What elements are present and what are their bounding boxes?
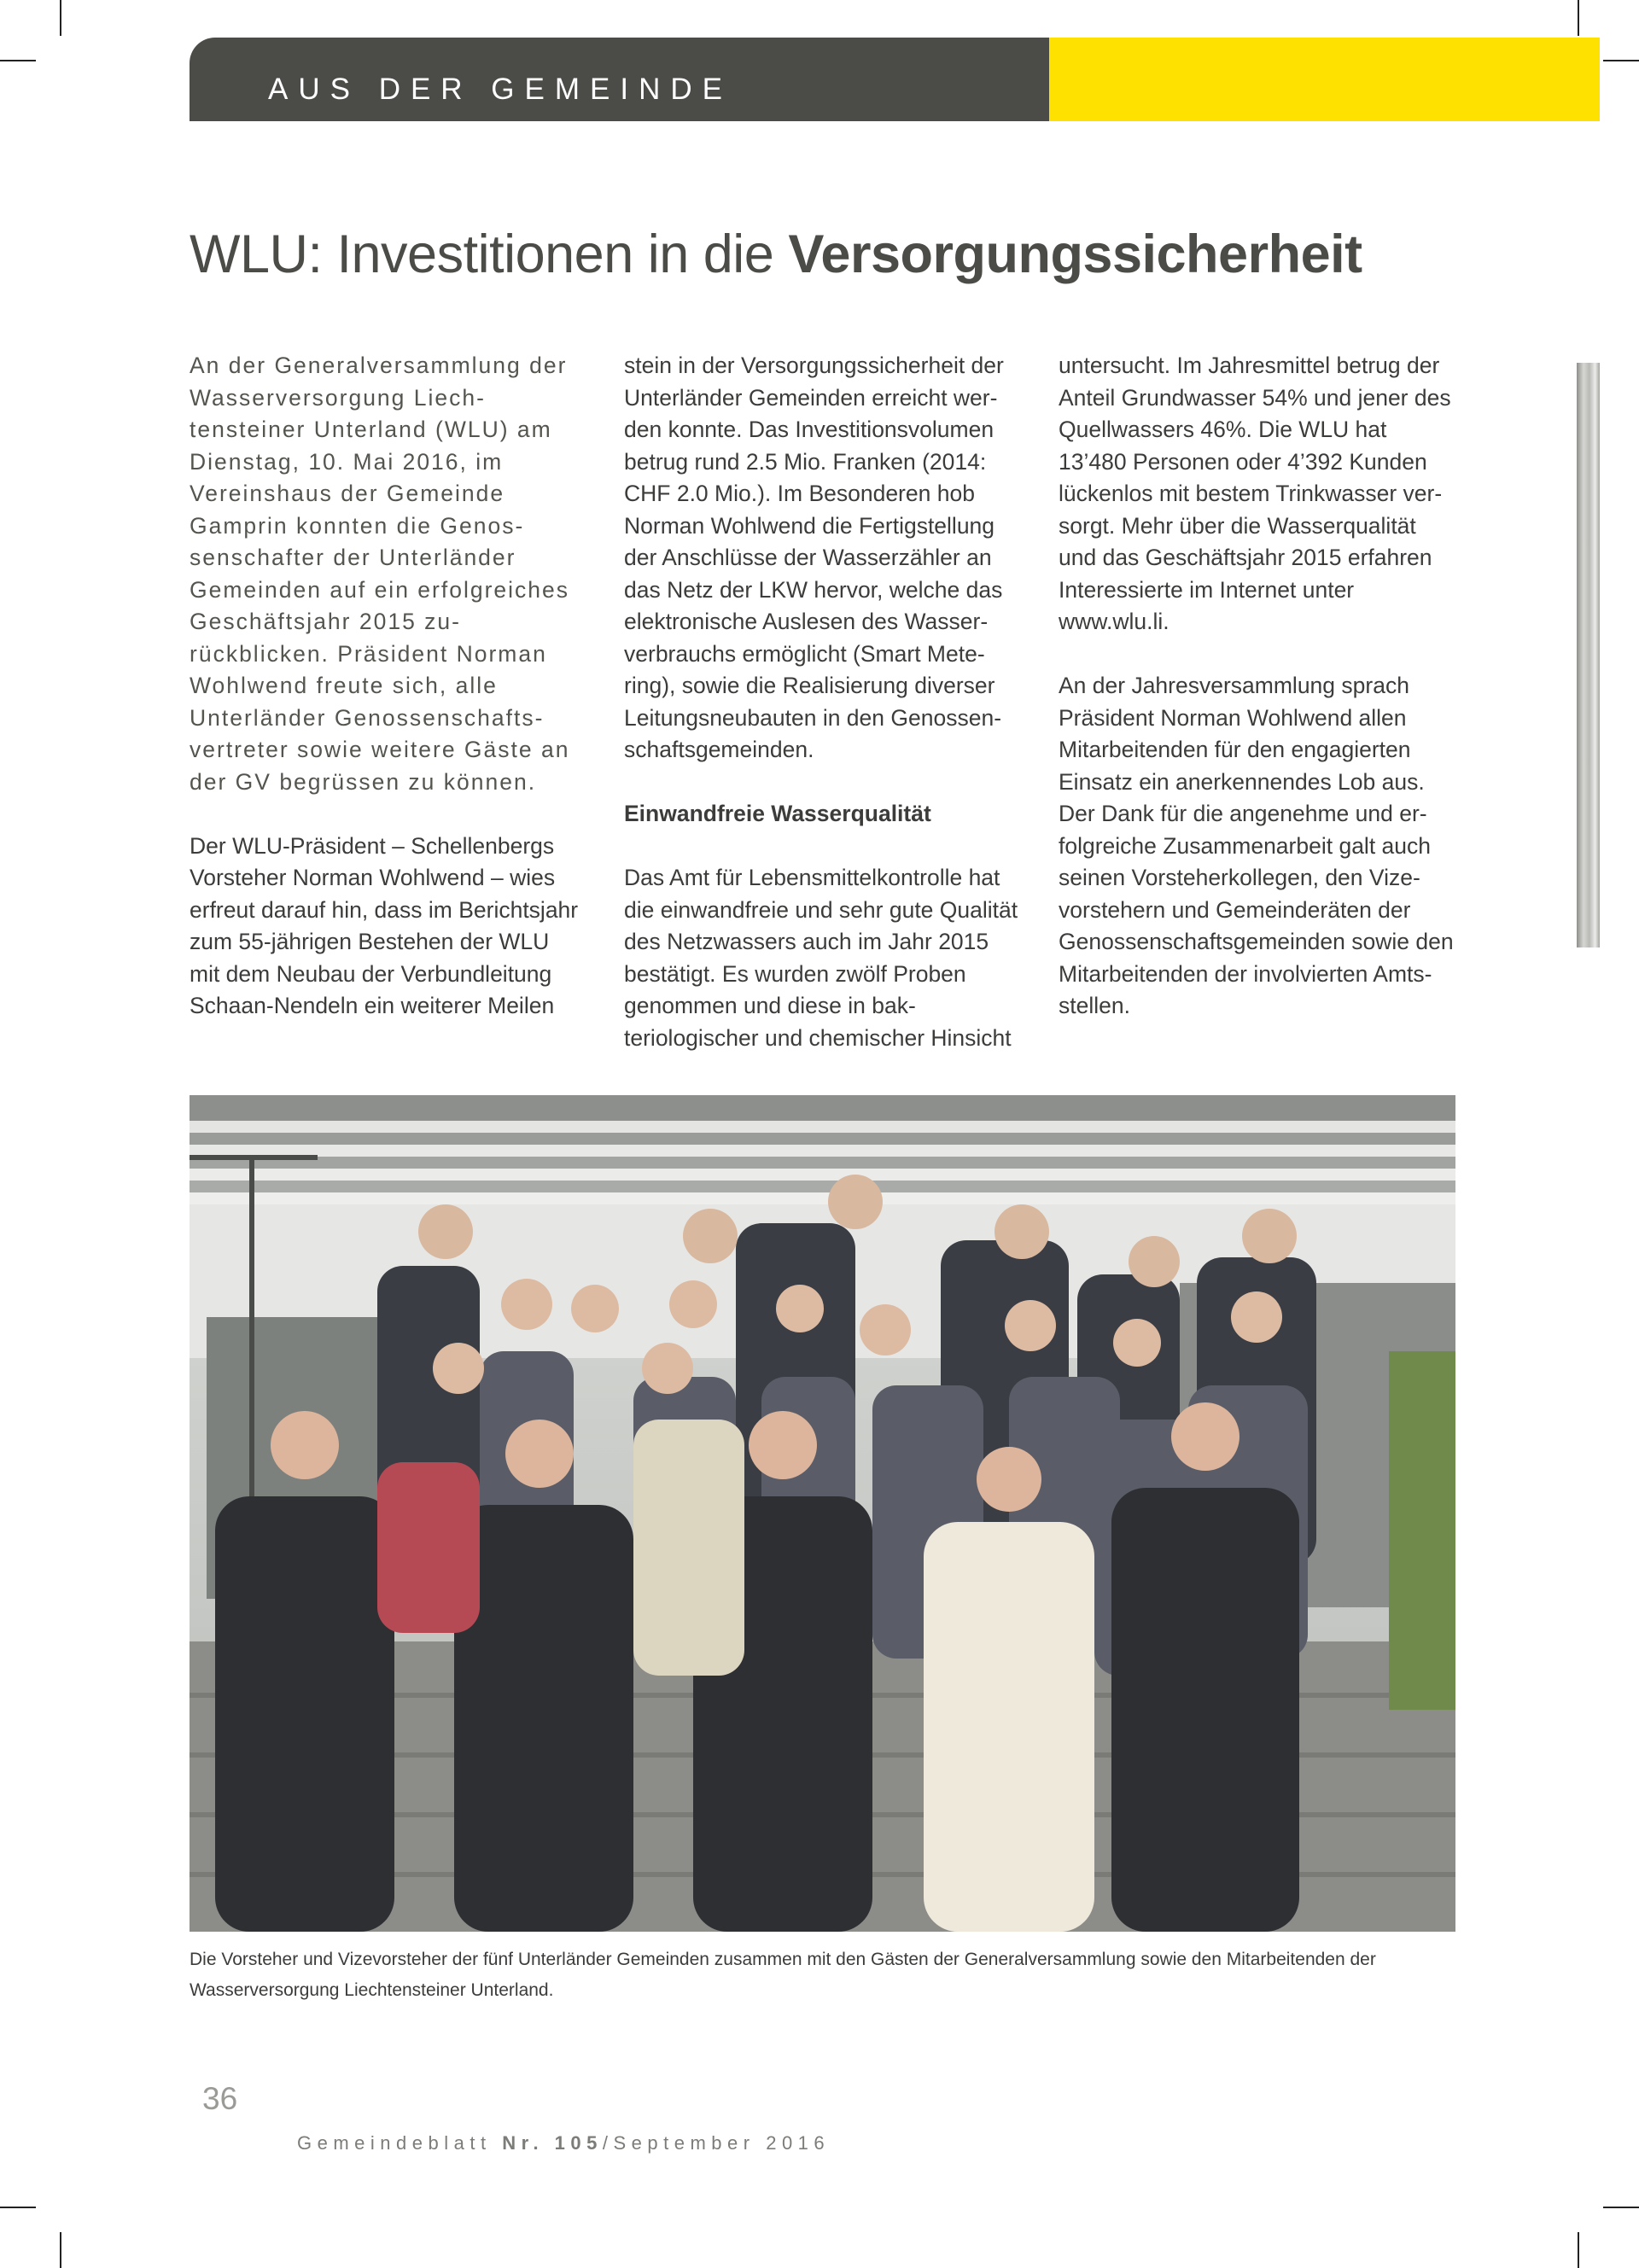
article-paragraph: Der WLU-Präsident – Schellenbergs Vorsteher Norman Wohlwend – wies erfreut darauf hin, dass im Berichtsjahr zum 55-jährigen Bestehen der WLU mit dem Neubau der Verbundleitung Schaan-Nendeln ein weiterer Meilen	[190, 832, 579, 1018]
crop-mark	[1603, 60, 1639, 61]
crop-mark	[0, 2207, 36, 2208]
article-column-2	[624, 350, 1023, 1054]
article-headline	[190, 224, 1362, 285]
group-photo-illustration	[190, 1095, 1455, 1932]
section-banner	[190, 38, 1049, 121]
crop-mark	[1578, 0, 1579, 36]
crop-mark	[60, 0, 61, 36]
article-paragraph: untersucht. Im Jahresmittel betrug der Anteil Grundwasser 54% und jener des Quellwassers 46%. Die WLU hat 13’480 Personen oder 4’392 Kunden lückenlos mit bestem Trinkwasser versorgt. Mehr über die Wasserqualität und das Geschäftsjahr 2015 erfahren Interessierte im Internet unter www.wlu.li.	[1059, 353, 1451, 634]
crop-mark	[1578, 2232, 1579, 2268]
publication-name: Gemeindeblatt	[297, 2132, 503, 2154]
photo-caption: Die Vorsteher und Vizevorsteher der fünf Unterländer Gemeinden zusammen mit den Gästen der Generalversammlung sowie den Mitarbeitenden der Wasserversorgung Liechtensteiner Unterland.	[190, 1950, 1376, 2000]
crop-mark	[1603, 2207, 1639, 2208]
article-column-1	[190, 350, 582, 1023]
publication-footer	[297, 2132, 830, 2154]
crop-mark	[0, 60, 36, 61]
article-subheading: Einwandfreie Wasserqualität	[624, 801, 931, 826]
article-column-3	[1059, 350, 1456, 1023]
adjacent-page-edge	[1577, 363, 1600, 947]
headline-light: WLU: Investitionen in die	[190, 224, 789, 284]
article-paragraph: Das Amt für Lebensmittelkontrolle hat die einwandfreie und sehr gute Qualität des Netzwassers auch im Jahr 2015 bestätigt. Es wurden zwölf Proben genommen und diese in bakteriologischer und chemischer Hinsicht	[624, 865, 1018, 1051]
page-number: 36	[202, 2081, 238, 2116]
section-banner-label: AUS DER GEMEINDE	[268, 73, 732, 106]
issue-number: Nr. 105	[502, 2132, 603, 2154]
section-banner-accent	[1049, 38, 1600, 121]
crop-mark	[60, 2232, 61, 2268]
article-paragraph: An der Jahresversammlung sprach Präsident Norman Wohlwend allen Mitarbeitenden für den engagierten Einsatz ein anerkennendes Lob aus. Der Dank für die angenehme und erfolgreiche Zusammenarbeit galt auch seinen Vorsteherkollegen, den Vizevorstehern und Gemeinderäten der Genossenschaftsgemeinden sowie den Mitarbeitenden der involvierten Amtsstellen.	[1059, 673, 1454, 1018]
group-photo	[190, 1095, 1455, 1932]
article-lead-paragraph: An der Generalversammlung der Wasserversorgung Liechtensteiner Unterland (WLU) am Dienstag, 10. Mai 2016, im Vereinshaus der Gemeinde Gamprin konnten die Genossenschafter der Unterländer Gemeinden auf ein erfolgreiches Geschäftsjahr 2015 zurückblicken. Präsident Norman Wohlwend freute sich, alle Unterländer Genossenschaftsvertreter sowie weitere Gäste an der GV begrüssen zu können.	[190, 353, 570, 795]
issue-date: /September 2016	[602, 2132, 831, 2154]
headline-bold: Versorgungssicherheit	[788, 224, 1362, 284]
article-paragraph: stein in der Versorgungssicherheit der Unterländer Gemeinden erreicht werden konnte. Das Investitionsvolumen betrug rund 2.5 Mio. Franken (2014: CHF 2.0 Mio.). Im Besonderen hob Norman Wohlwend die Fertigstellung der Anschlüsse der Wasserzähler an das Netz der LKW hervor, welche das elektronische Auslesen des Wasserverbrauchs ermöglicht (Smart Metering), sowie die Realisierung diverser Leitungsneubauten in den Genossenschaftsgemeinden.	[624, 353, 1004, 762]
